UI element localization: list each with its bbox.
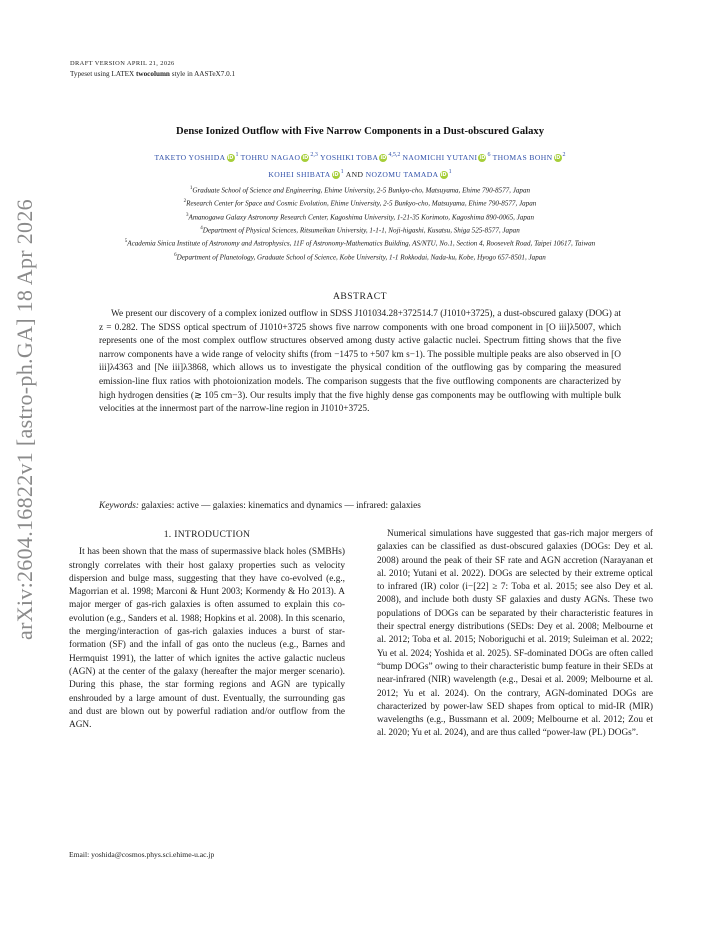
affiliation-number: 3 <box>185 212 189 218</box>
affiliation <box>70 250 650 263</box>
affiliation-number: 5 <box>124 239 128 245</box>
affiliation <box>70 236 650 249</box>
affiliation-number: 6 <box>174 252 177 258</box>
author-affil-sup: 2,3 <box>310 152 318 158</box>
paper-title: Dense Ionized Outflow with Five Narrow Components in a Dust-obscured Galaxy <box>175 126 545 137</box>
author-affil-sup: 2 <box>562 152 566 158</box>
draft-version-line: DRAFT VERSION APRIL 21, 2026 <box>70 60 175 67</box>
author-list <box>70 148 650 182</box>
typeset-line <box>70 69 235 79</box>
author-link[interactable]: TAKETO YOSHIDA <box>154 152 226 162</box>
author-affil-sup: 1 <box>235 152 239 158</box>
affiliation-number: 2 <box>183 199 187 205</box>
orcid-icon[interactable]: iD <box>332 171 339 178</box>
affiliation-text: Department of Physical Sciences, Ritsumeikan University, 1-1-1, Noji-higashi, Kusatsu, Shiga 525-8577, Japan <box>202 226 520 235</box>
author-link[interactable]: THOMAS BOHN <box>492 152 553 162</box>
affiliation-number: 4 <box>200 226 203 232</box>
author-affil-sup: 4,5,2 <box>388 152 401 158</box>
keywords-label: Keywords: <box>99 501 139 511</box>
author-link[interactable]: TOHRU NAGAO <box>240 152 301 162</box>
affiliation <box>70 223 650 236</box>
affiliation <box>70 210 650 223</box>
author-email: Email: yoshida@cosmos.phys.sci.ehime-u.ac.jp <box>69 850 215 859</box>
affiliation <box>70 196 650 209</box>
keywords-text: galaxies: active — galaxies: kinematics and dynamics — infrared: galaxies <box>141 501 421 511</box>
orcid-icon[interactable]: iD <box>227 154 234 161</box>
author-affil-sup: 1 <box>340 168 344 175</box>
author-and: AND <box>345 169 364 179</box>
affiliation-text: Graduate School of Science and Engineering, Ehime University, 2-5 Bunkyo-cho, Matsuyama, Ehime 790-8577, Japan <box>192 186 531 195</box>
typeset-suffix: style in AASTeX7.0.1 <box>171 70 236 78</box>
orcid-icon[interactable]: iD <box>440 171 447 178</box>
body-paragraph: It has been shown that the mass of supermassive black holes (SMBHs) strongly correlates with their host galaxy properties such as velocity dispersion and bulge mass, suggesting that they have co-evolved (e.g., Magorrian et al. 1998; Marconi & Hunt 2003; Kormendy & Ho 2013). A major merger of gas-rich galaxies is often assumed to explain this co-evolution (e.g., Sanders et al. 1988; Hopkins et al. 2008). In this scenario, the merging/interaction of gas-rich galaxies induces a burst of star-formation (SF) and the infall of gas onto the nucleus (e.g., Barnes and Hermquist 1991), the latter of which ignites the active galactic nucleus (AGN) at the center of the galaxy (hereafter the major merger scenario). During this phase, the star forming regions and AGN are typically enshrouded by a large amount of dust. Eventually, the surrounding gas and dust are blown out by powerful radiation and/or outflow from the AGN. <box>69 547 345 731</box>
author-link[interactable]: YOSHIKI TOBA <box>320 152 379 162</box>
section-heading: 1. INTRODUCTION <box>163 529 251 540</box>
affiliation-number: 1 <box>189 186 193 191</box>
affiliation-text: Academia Sinica Institute of Astronomy and Astrophysics, 11F of Astronomy-Mathematics Building, AS/NTU, No.1, Section 4, Roosevelt Road, Taipei 10617, Taiwan <box>127 239 596 248</box>
abstract-text: We present our discovery of a complex ionized outflow in SDSS J101034.28+372514.7 (J1010+3725), a dust-obscured galaxy (DOG) at z = 0.282. The SDSS optical spectrum of J1010+3725 shows five narrow components with one broad component in [O iii]λ5007, which represents one of the most complex outflow structures observed among dusty active galactic nuclei. Spectrum fitting shows that the five narrow components have a wide range of velocity shifts (from −1475 to +507 km s−1). The possible multiple peaks are also observed in [O iii]λ4363 and [Ne iii]λ3868, which allows us to investigate the physical condition of the outflowing gas by comparing the measured emission-line flux ratios with photoionization models. The comparison suggests that the five outflowing components are characterized by high hydrogen densities (≳ 105 cm−3). Our results imply that the five highly dense gas components may be outflowing with multiple bulk velocities at the innermost part of the narrow-line region in J1010+3725. <box>99 309 621 415</box>
orcid-icon[interactable]: iD <box>554 154 561 161</box>
abstract-heading: ABSTRACT <box>332 291 388 302</box>
affiliation-text: Amanogawa Galaxy Astronomy Research Center, Kagoshima University, 1-21-35 Korimoto, Kagoshima 890-0065, Japan <box>188 213 535 222</box>
affiliation-text: Department of Planetology, Graduate School of Science, Kobe University, 1-1 Rokkodai, Nada-ku, Kobe, Hyogo 657-8501, Japan <box>176 253 546 262</box>
orcid-icon[interactable]: iD <box>380 154 387 161</box>
right-column <box>377 528 653 741</box>
latex-logo: ATEX <box>115 70 135 78</box>
body-paragraph: Numerical simulations have suggested that gas-rich major mergers of galaxies can be classified as dust-obscured galaxies (DOGs: Dey et al. 2008) around the peak of their SF rate and AGN accretion (Narayanan et al. 2010; Yutani et al. 2022). DOGs are selected by their extreme optical to infrared (IR) color (i−[22] ≥ 7: Toba et al. 2015; see also Dey et al. 2008), and include both dusty SF galaxies and dusty AGNs. These two populations of DOGs can be separated by their characteristic features in their spectral energy distributions (SEDs: Dey et al. 2008; Melbourne et al. 2012; Toba et al. 2015; Noboriguchi et al. 2019; Suleiman et al. 2022; Yu et al. 2024; Yoshida et al. 2025). SF-dominated DOGs are often called “bump DOGs” owing to their characteristic bump feature in their SEDs at near-infrared (NIR) wavelength (e.g., Desai et al. 2009; Melbourne et al. 2012; Yu et al. 2024). On the contrary, AGN-dominated DOGs are characterized by power-law SED shapes from optical to mid-IR (MIR) wavelengths (e.g., Bussmann et al. 2009; Melbourne et al. 2012; Zou et al. 2020; Yu et al. 2024), and are thus called “power-law (PL) DOGs”. <box>377 529 653 739</box>
keywords <box>99 501 621 511</box>
author-link[interactable]: KOHEI SHIBATA <box>268 169 331 179</box>
orcid-icon[interactable]: iD <box>302 154 309 161</box>
author-affil-sup: 1 <box>448 168 452 175</box>
typeset-style: twocolumn <box>135 70 170 78</box>
arxiv-identifier-sidebar: arXiv:2604.16822v1 [astro-ph.GA] 18 Apr 2026 <box>12 199 37 640</box>
author-affil-sup: 6 <box>487 152 491 158</box>
author-link[interactable]: NOZOMU TAMADA <box>365 169 439 179</box>
left-column <box>69 528 345 732</box>
author-link[interactable]: NAOMICHI YUTANI <box>402 152 478 162</box>
header-meta <box>70 59 235 79</box>
affiliation-list <box>70 183 650 263</box>
orcid-icon[interactable]: iD <box>479 154 486 161</box>
affiliation <box>70 183 650 196</box>
typeset-prefix: Typeset using L <box>70 70 116 78</box>
affiliation-text: Research Center for Space and Cosmic Evolution, Ehime University, 2-5 Bunkyo-cho, Matsuyama, Ehime 790-8577, Japan <box>186 199 537 208</box>
